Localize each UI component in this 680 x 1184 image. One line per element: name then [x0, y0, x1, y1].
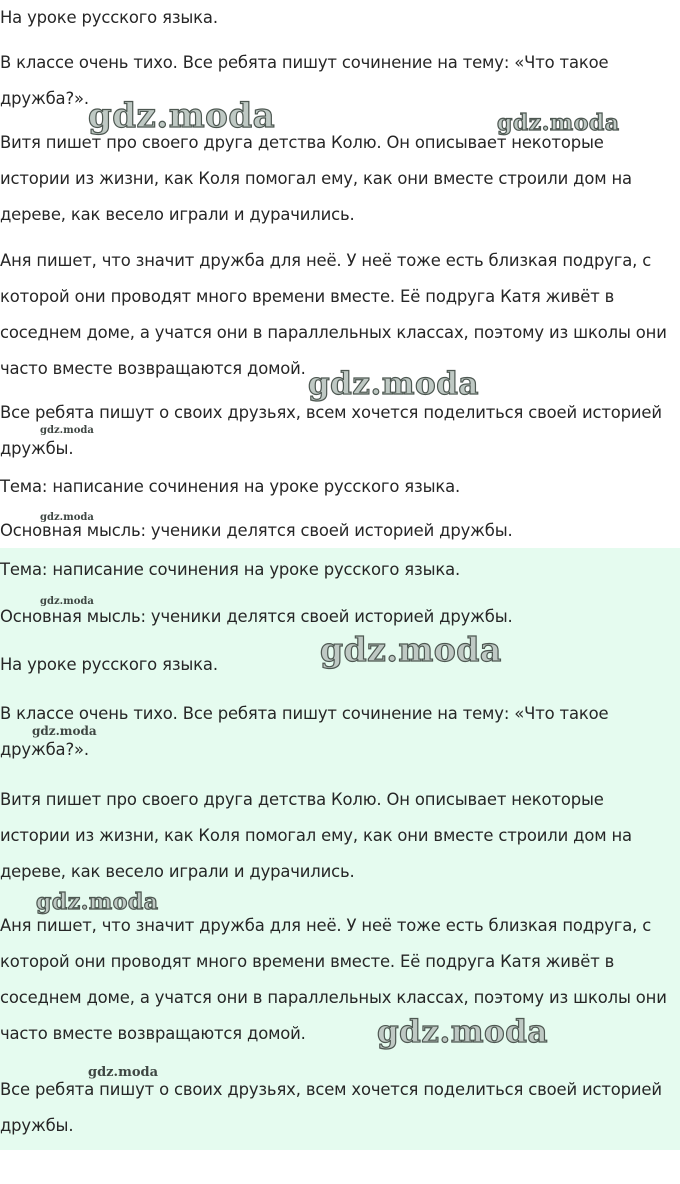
watermark-logo: gdz.moda: [308, 366, 479, 402]
answer-theme-line: Тема: написание сочинения на уроке русского языка.: [0, 560, 461, 579]
watermark-logo: gdz.moda: [377, 1014, 548, 1050]
theme-line: Тема: написание сочинения на уроке русского языка.: [0, 477, 461, 496]
answer-paragraph-all-children: Все ребята пишут о своих друзьях, всем хочется поделиться своей историей дружбы.: [0, 1080, 662, 1135]
watermark-logo: gdz.moda: [88, 1065, 159, 1080]
answer-paragraph-anya: Аня пишет, что значит дружба для неё. У неё тоже есть близкая подруга, с которой они проводят много времени вместе. Её подруга Катя живёт в соседнем доме, а учатся они в параллельных классах, поэтому из школы они часто вместе возвращаются домой.: [0, 916, 667, 1043]
paragraph-all-children: Все ребята пишут о своих друзьях, всем хочется поделиться своей историей дружбы.: [0, 403, 662, 458]
watermark-logo: gdz.moda: [497, 110, 620, 136]
watermark-logo: gdz.moda: [40, 596, 94, 607]
answer-paragraph-vitya: Витя пишет про своего друга детства Колю. Он описывает некоторые истории из жизни, как Коля помогал ему, как они вместе строили дом на дереве, как весело играли и дурачились.: [0, 790, 632, 881]
watermark-logo: gdz.moda: [320, 630, 502, 669]
paragraph-intro: На уроке русского языка.: [0, 8, 218, 27]
watermark-logo: gdz.moda: [32, 724, 97, 738]
main-idea-line: Основная мысль: ученики делятся своей историей дружбы.: [0, 521, 513, 540]
paragraph-vitya: Витя пишет про своего друга детства Колю. Он описывает некоторые истории из жизни, как Коля помогал ему, как они вместе строили дом на дереве, как весело играли и дурачились.: [0, 133, 632, 224]
watermark-logo: gdz.moda: [88, 96, 276, 136]
paragraph-class-quiet: В классе очень тихо. Все ребята пишут сочинение на тему: «Что такое дружба?».: [0, 53, 609, 108]
paragraph-anya: Аня пишет, что значит дружба для неё. У неё тоже есть близкая подруга, с которой они проводят много времени вместе. Её подруга Катя живёт в соседнем доме, а учатся они в параллельных классах, поэтому из школы они часто вместе возвращаются домой.: [0, 251, 667, 378]
answer-paragraph-class-quiet: В классе очень тихо. Все ребята пишут сочинение на тему: «Что такое дружба?».: [0, 704, 609, 759]
answer-main-idea-line: Основная мысль: ученики делятся своей историей дружбы.: [0, 607, 513, 626]
watermark-logo: gdz.moda: [40, 425, 94, 436]
answer-paragraph-intro: На уроке русского языка.: [0, 655, 218, 674]
watermark-logo: gdz.moda: [40, 512, 94, 523]
watermark-logo: gdz.moda: [36, 889, 159, 915]
